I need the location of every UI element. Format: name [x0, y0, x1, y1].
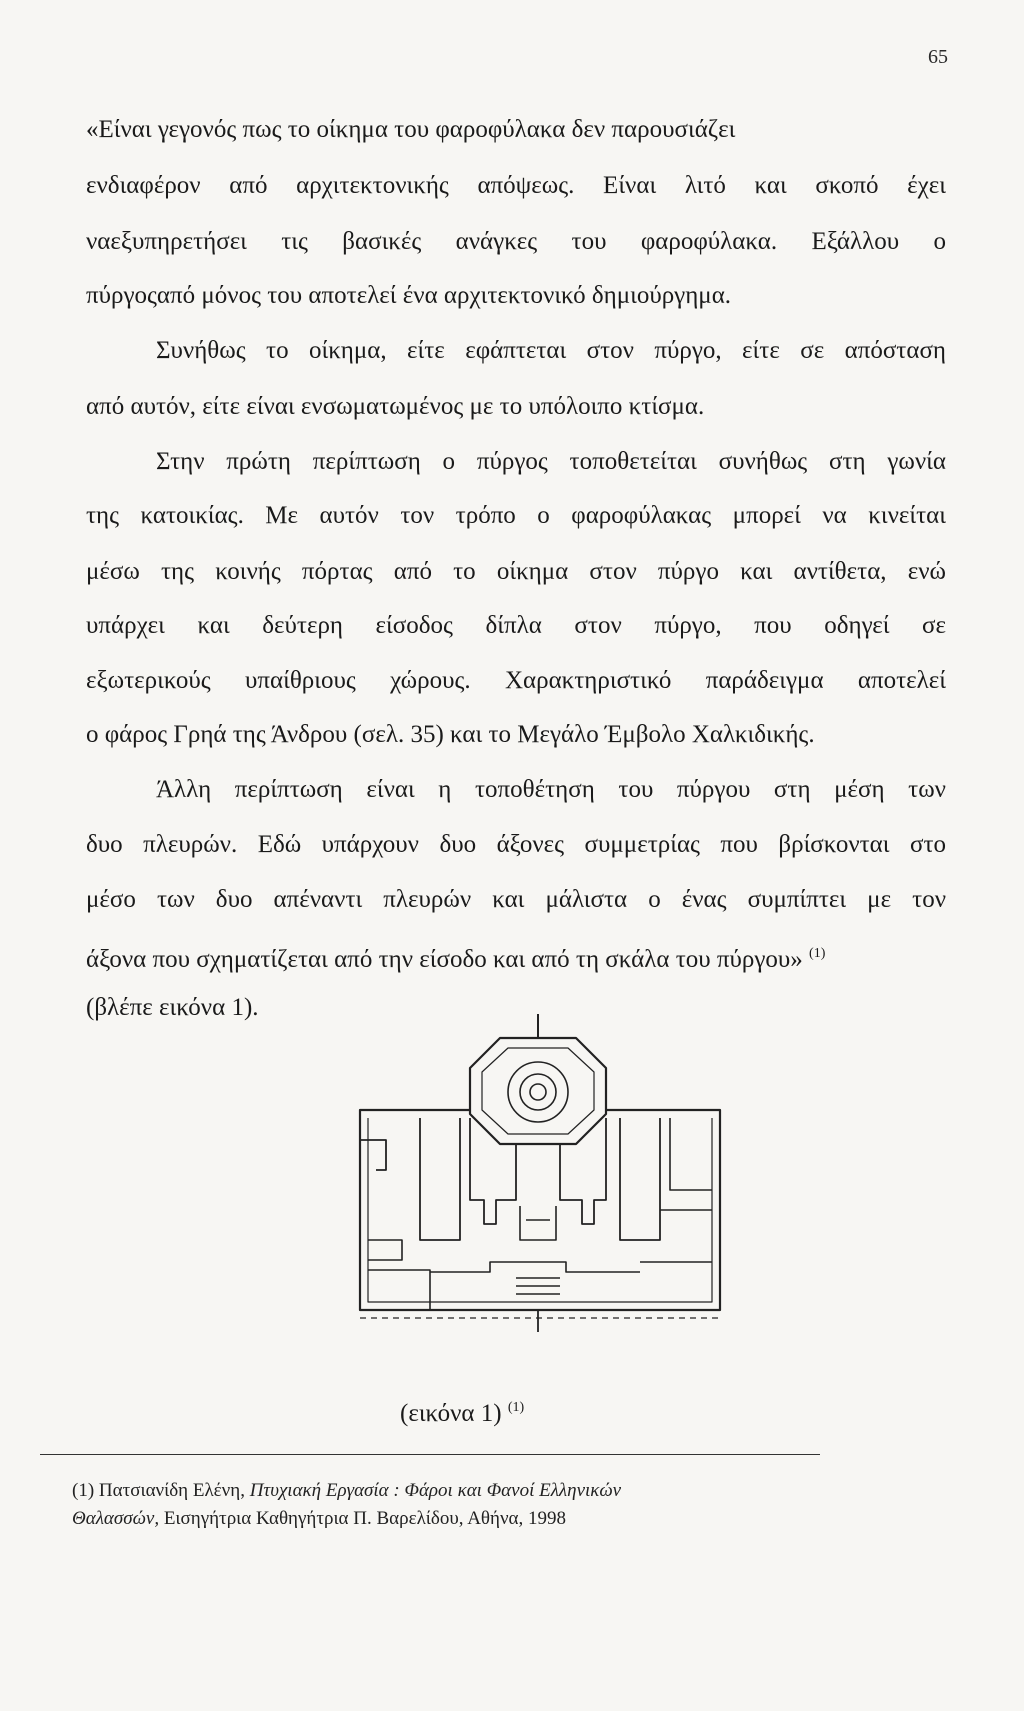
body-line-10: υπάρχει και δεύτερη είσοδος δίπλα στον πύργο, που οδηγεί σε — [86, 612, 946, 639]
body-line-16 — [86, 938, 946, 976]
body-line-6: από αυτόν, είτε είναι ενσωματωμένος με το υπόλοιπο κτίσμα. — [86, 393, 705, 420]
figure-caption-text: (εικόνα 1) — [400, 1400, 502, 1427]
footnote-author: Πατσιανίδη Ελένη, — [98, 1480, 245, 1501]
body-line-1: «Είναι γεγονός πως το οίκημα του φαροφύλακα δεν παρουσιάζει — [86, 116, 736, 143]
footnote-reference: (1) — [809, 946, 826, 961]
body-line-16-text: άξονα που σχηματίζεται από την είσοδο και από τη σκάλα του πύργου» — [86, 946, 803, 973]
body-line-4: πύργοςαπό μόνος του αποτελεί ένα αρχιτεκτονικό δημιούργημα. — [86, 282, 732, 309]
body-line-15: μέσο των δυο απέναντι πλευρών και μάλιστα ο ένας συμπίπτει με τον — [86, 886, 946, 913]
body-line-5: Συνήθως το οίκημα, είτε εφάπτεται στον πύργο, είτε σε απόσταση — [156, 337, 946, 364]
footnote-line-2 — [72, 1506, 566, 1532]
body-line-8: της κατοικίας. Με αυτόν τον τρόπο ο φαροφύλακας μπορεί να κινείται — [86, 502, 946, 529]
body-line-17: (βλέπε εικόνα 1). — [86, 994, 259, 1021]
body-line-13: Άλλη περίπτωση είναι η τοποθέτηση του πύργου στη μέση των — [156, 776, 946, 803]
body-line-11: εξωτερικούς υπαίθριους χώρους. Χαρακτηριστικό παράδειγμα αποτελεί — [86, 667, 946, 694]
footnote-marker: (1) — [72, 1480, 95, 1501]
lighthouse-floor-plan — [320, 1010, 740, 1340]
body-line-12: ο φάρος Γρηά της Άνδρου (σελ. 35) και το Μεγάλο Έμβολο Χαλκιδικής. — [86, 721, 815, 748]
footnote-separator — [40, 1454, 820, 1455]
body-line-9: μέσω της κοινής πόρτας από το οίκημα στον πύργο και αντίθετα, ενώ — [86, 558, 946, 585]
page-number: 65 — [928, 46, 948, 68]
footnote-line-1 — [72, 1478, 621, 1504]
body-line-3: ναεξυπηρετήσει τις βασικές ανάγκες του φαροφύλακα. Εξάλλου ο — [86, 228, 946, 255]
figure-caption — [400, 1392, 524, 1430]
figure-caption-footnote-mark: (1) — [507, 1400, 525, 1415]
footnote-details: Εισηγήτρια Καθηγήτρια Π. Βαρελίδου, Αθήνα, 1998 — [163, 1508, 567, 1529]
body-line-7: Στην πρώτη περίπτωση ο πύργος τοποθετείται συνήθως στη γωνία — [156, 448, 946, 475]
body-line-2: ενδιαφέρον από αρχιτεκτονικής απόψεως. Είναι λιτό και σκοπό έχει — [86, 172, 946, 199]
footnote-title: Πτυχιακή Εργασία : Φάροι και Φανοί Ελληνικών — [249, 1480, 622, 1501]
body-line-14: δυο πλευρών. Εδώ υπάρχουν δυο άξονες συμμετρίας που βρίσκονται στο — [86, 831, 946, 858]
footnote-title-cont: Θαλασσών, — [72, 1508, 160, 1529]
